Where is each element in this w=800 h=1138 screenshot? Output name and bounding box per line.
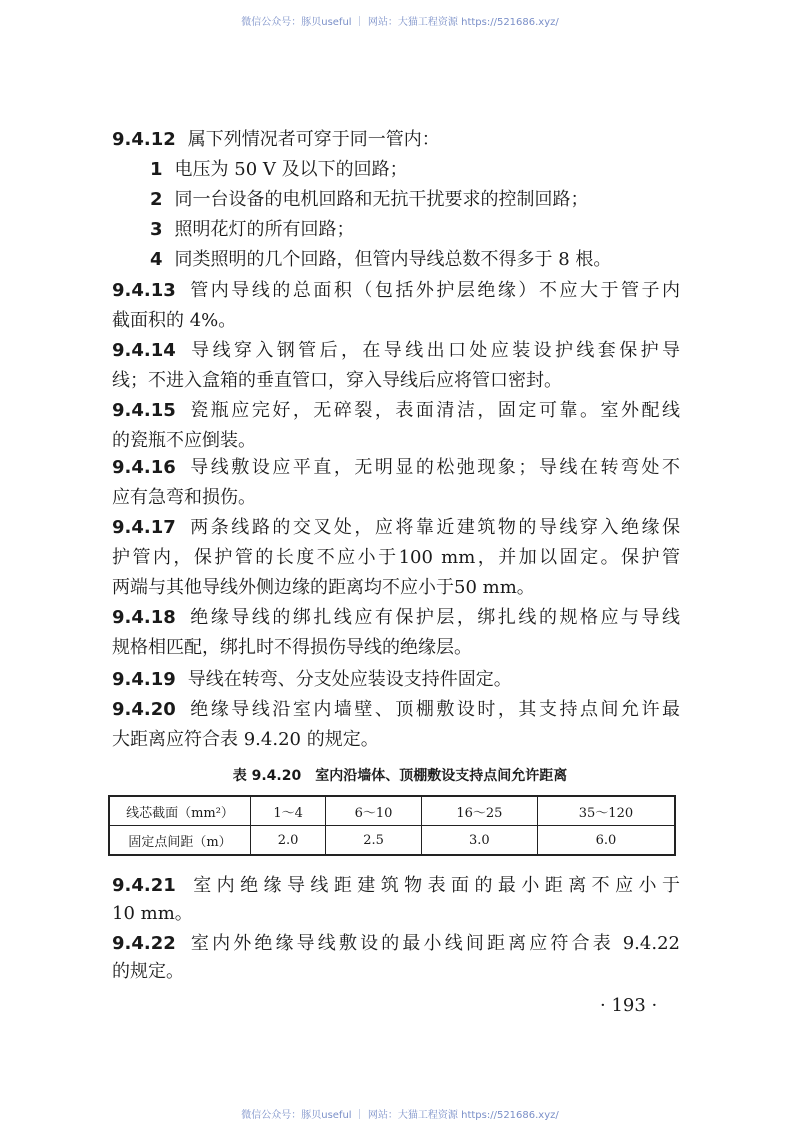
text-line xyxy=(112,932,680,956)
text-line xyxy=(112,960,680,984)
clause-number: 9.4.18 xyxy=(112,607,176,628)
text-line xyxy=(112,279,680,303)
text-line xyxy=(112,399,680,423)
clause-text: 照明花灯的所有回路； xyxy=(174,219,355,240)
text-line xyxy=(112,429,680,453)
clause-text: 线；不进入盒箱的垂直管口，穿入导线后应将管口密封。 xyxy=(112,370,562,391)
table-cell: 35～120 xyxy=(537,796,675,826)
watermark-bottom: 微信公众号：豚贝useful ｜ 网站：大猫工程资源 https://521686.xyz/ xyxy=(241,1110,559,1121)
clause-number: 9.4.13 xyxy=(112,280,176,301)
text-line xyxy=(112,369,680,393)
clause-text: 绝缘导线沿室内墙壁、顶棚敷设时，其支持点间允许最 xyxy=(187,699,680,720)
table-caption: 表 9.4.20 室内沿墙体、顶棚敷设支持点间允许距离 xyxy=(232,768,568,784)
text-line xyxy=(150,248,680,272)
text-line xyxy=(112,546,680,570)
clause-text: 两端与其他导线外侧边缘的距离均不应小于50 mm。 xyxy=(112,577,535,598)
clause-number: 2 xyxy=(150,189,163,210)
text-line xyxy=(112,902,680,926)
table-cell: 2.0 xyxy=(251,826,326,856)
clause-text: 同一台设备的电机回路和无抗干扰要求的控制回路； xyxy=(174,189,589,210)
table-row xyxy=(109,826,675,856)
page-number: · 193 · xyxy=(600,995,658,1016)
text-line xyxy=(150,158,680,182)
clause-text: 室内绝缘导线距建筑物表面的最小距离不应小于 xyxy=(187,875,680,896)
text-line xyxy=(112,636,680,660)
support-distance-table xyxy=(108,795,676,856)
clause-text: 同类照明的几个回路，但管内导线总数不得多于 8 根。 xyxy=(174,249,612,270)
clause-text: 属下列情况者可穿于同一管内： xyxy=(187,129,440,150)
table-cell: 线芯截面（mm²） xyxy=(109,796,251,826)
table-cell: 16～25 xyxy=(421,796,537,826)
text-line xyxy=(112,339,680,363)
clause-number: 9.4.19 xyxy=(112,669,176,690)
text-line xyxy=(112,128,680,152)
clause-text: 电压为 50 V 及以下的回路； xyxy=(174,159,408,180)
clause-text: 两条线路的交叉处，应将靠近建筑物的导线穿入绝缘保 xyxy=(187,517,680,538)
table-cell: 1～4 xyxy=(251,796,326,826)
text-line xyxy=(150,218,680,242)
clause-number: 3 xyxy=(150,219,163,240)
clause-text: 瓷瓶应完好，无碎裂，表面清洁，固定可靠。室外配线 xyxy=(187,400,680,421)
table-cell: 6.0 xyxy=(537,826,675,856)
clause-text: 护管内，保护管的长度不应小于100 mm，并加以固定。保护管 xyxy=(112,547,680,568)
clause-text: 导线敷设应平直，无明显的松弛现象；导线在转弯处不 xyxy=(187,457,680,478)
text-line xyxy=(112,309,680,333)
clause-number: 1 xyxy=(150,159,163,180)
clause-number: 9.4.20 xyxy=(112,699,176,720)
text-line xyxy=(112,456,680,480)
text-line xyxy=(112,874,680,898)
table-row xyxy=(109,796,675,826)
clause-text: 大距离应符合表 9.4.20 的规定。 xyxy=(112,729,379,750)
table-cell: 3.0 xyxy=(421,826,537,856)
clause-text: 管内导线的总面积（包括外护层绝缘）不应大于管子内 xyxy=(187,280,680,301)
clause-text: 导线穿入钢管后，在导线出口处应装设护线套保护导 xyxy=(187,340,680,361)
clause-number: 9.4.12 xyxy=(112,129,176,150)
clause-text: 室内外绝缘导线敷设的最小线间距离应符合表 9.4.22 xyxy=(187,933,680,954)
text-line xyxy=(112,698,680,722)
clause-number: 4 xyxy=(150,249,163,270)
text-line xyxy=(112,668,680,692)
clause-text: 绝缘导线的绑扎线应有保护层，绑扎线的规格应与导线 xyxy=(187,607,680,628)
clause-text: 的规定。 xyxy=(112,961,184,982)
text-line xyxy=(150,188,680,212)
table-cell: 固定点间距（m） xyxy=(109,826,251,856)
clause-text: 10 mm。 xyxy=(112,903,193,924)
watermark-top: 微信公众号：豚贝useful ｜ 网站：大猫工程资源 https://521686.xyz/ xyxy=(241,17,559,28)
text-line xyxy=(112,576,680,600)
clause-number: 9.4.22 xyxy=(112,933,176,954)
clause-number: 9.4.14 xyxy=(112,340,176,361)
table-cell: 6～10 xyxy=(326,796,422,826)
table-cell: 2.5 xyxy=(326,826,422,856)
clause-text: 规格相匹配，绑扎时不得损伤导线的绝缘层。 xyxy=(112,637,472,658)
clause-text: 的瓷瓶不应倒装。 xyxy=(112,430,256,451)
text-line xyxy=(112,728,680,752)
clause-text: 应有急弯和损伤。 xyxy=(112,487,256,508)
clause-number: 9.4.17 xyxy=(112,517,176,538)
clause-text: 截面积的 4%。 xyxy=(112,310,237,331)
clause-text: 导线在转弯、分支处应装设支持件固定。 xyxy=(187,669,512,690)
text-line xyxy=(112,486,680,510)
text-line xyxy=(112,516,680,540)
clause-number: 9.4.15 xyxy=(112,400,176,421)
clause-number: 9.4.16 xyxy=(112,457,176,478)
text-line xyxy=(112,606,680,630)
clause-number: 9.4.21 xyxy=(112,875,176,896)
